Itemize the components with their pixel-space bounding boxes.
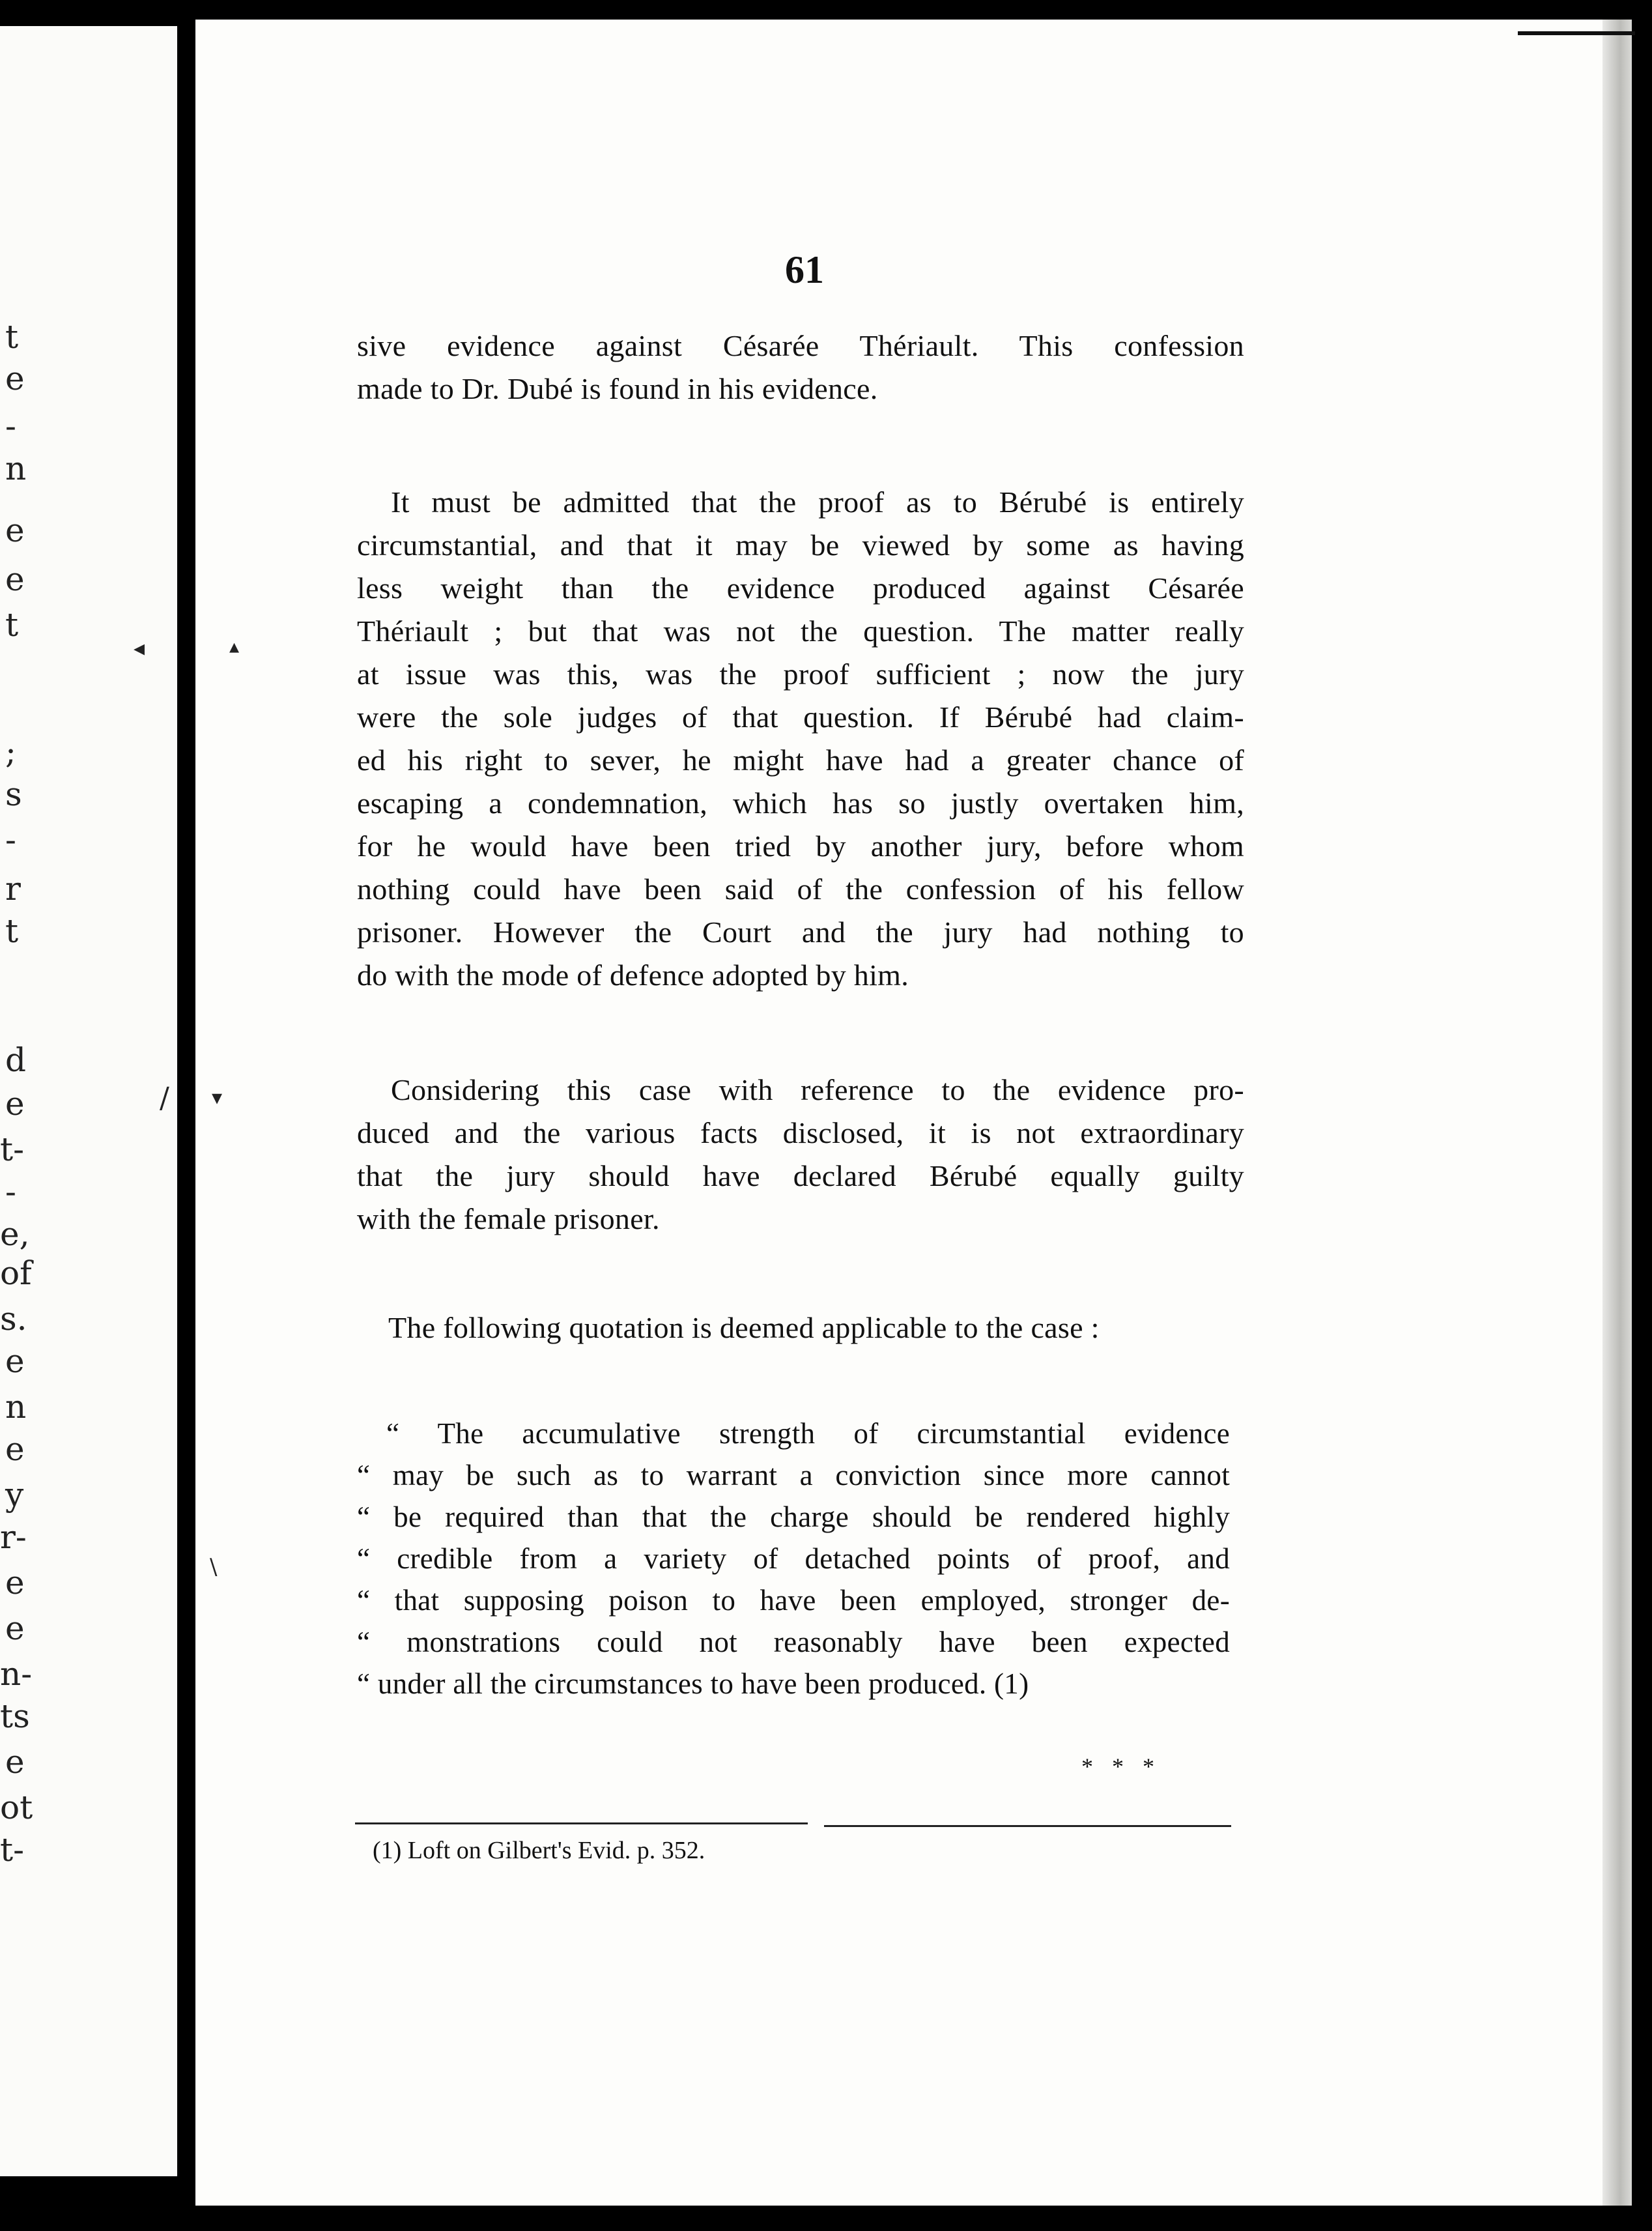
text-line: prisoner. However the Court and the jury had nothing to: [357, 915, 1244, 949]
quote-line: “ may be such as to warrant a conviction since more cannot: [357, 1459, 1230, 1491]
left-page-letter: e,: [0, 1215, 30, 1253]
text-line: at issue was this, was the proof sufficient ; now the jury: [357, 657, 1244, 691]
quote-line: “ that supposing poison to have been employed, stronger de-: [357, 1584, 1230, 1617]
left-page-letter: -: [5, 407, 16, 445]
left-page-letter: n-: [0, 1655, 33, 1693]
left-page-letter: t-: [0, 1831, 24, 1869]
left-page-letter: t-: [0, 1130, 24, 1168]
margin-mark: ▴: [229, 635, 240, 658]
block-quote: [357, 1413, 1230, 1705]
left-page-letter: e: [5, 1743, 25, 1781]
quote-line: “ credible from a variety of detached points of proof, and: [357, 1542, 1230, 1575]
left-page-letter: e: [5, 511, 25, 549]
text-line: The following quotation is deemed applicable to the case :: [388, 1311, 1100, 1344]
left-page-letter: t: [5, 606, 19, 644]
text-line: do with the mode of defence adopted by him.: [357, 958, 909, 992]
margin-mark: ▾: [212, 1085, 223, 1110]
left-page-letter: ;: [5, 733, 16, 771]
margin-mark: \: [210, 1554, 218, 1580]
footnote-rule-left: [355, 1822, 808, 1824]
left-page-letter: e: [5, 1085, 25, 1123]
left-page-letter: e: [5, 1430, 25, 1468]
text-line: for he would have been tried by another jury, before whom: [357, 829, 1244, 863]
previous-page-edge: [0, 26, 177, 2176]
margin-mark: ◂: [134, 635, 145, 661]
paragraph-4: [357, 1306, 1244, 1349]
left-page-letter: r-: [0, 1518, 27, 1556]
left-page-letter: t: [5, 912, 19, 950]
text-line: ed his right to sever, he might have had a greater chance of: [357, 743, 1244, 777]
left-page-letter: e: [5, 1609, 25, 1647]
footnote-rule-right: [824, 1825, 1231, 1827]
left-page-letter: s: [5, 775, 22, 813]
left-page-letter: -: [5, 821, 16, 859]
text-line: were the sole judges of that question. If Bérubé had claim-: [357, 700, 1244, 734]
paragraph-2: [357, 481, 1244, 997]
text-line: that the jury should have declared Bérubé equally guilty: [357, 1159, 1244, 1192]
left-page-letter: e: [5, 560, 25, 598]
text-line: Considering this case with reference to the evidence pro-: [391, 1073, 1244, 1106]
quote-line: “ be required than that the charge should be rendered highly: [357, 1501, 1230, 1533]
text-line: escaping a condemnation, which has so justly overtaken him,: [357, 786, 1244, 820]
quote-line: “ under all the circumstances to have been produced. (1): [357, 1667, 1029, 1700]
text-line: sive evidence against Césarée Thériault. This confession: [357, 329, 1244, 362]
left-page-letter: n: [5, 1388, 27, 1426]
left-page-letter: e: [5, 360, 25, 397]
left-page-letter: ot: [0, 1789, 33, 1826]
left-page-letter: e: [5, 1342, 25, 1380]
paragraph-3: [357, 1069, 1244, 1241]
left-page-letter: d: [5, 1041, 27, 1079]
left-page-letter: r: [5, 870, 21, 908]
left-page-letter: s.: [0, 1300, 27, 1338]
left-page-letter: -: [5, 1173, 16, 1211]
text-line: It must be admitted that the proof as to Bérubé is entirely: [391, 485, 1244, 519]
left-page-letter: n: [5, 450, 27, 487]
text-line: made to Dr. Dubé is found in his evidence.: [357, 372, 878, 405]
paragraph-1: [357, 324, 1244, 410]
margin-mark: /: [160, 1082, 169, 1115]
text-line: duced and the various facts disclosed, it is not extraordinary: [357, 1116, 1244, 1149]
quote-line: “ The accumulative strength of circumstantial evidence: [386, 1417, 1230, 1450]
page-number: 61: [785, 248, 824, 291]
section-stars: * * *: [1081, 1753, 1161, 1779]
text-line: circumstantial, and that it may be viewed by some as having: [357, 528, 1244, 562]
left-page-letter: e: [5, 1564, 25, 1602]
left-page-letter: y: [5, 1476, 24, 1514]
left-page-letter: t: [5, 318, 19, 356]
footnote: (1) Loft on Gilbert's Evid. p. 352.: [373, 1837, 705, 1864]
book-gutter: [177, 13, 197, 2202]
text-line: less weight than the evidence produced against Césarée: [357, 571, 1244, 605]
left-page-letter: ts: [0, 1697, 30, 1735]
text-line: nothing could have been said of the confession of his fellow: [357, 872, 1244, 906]
quote-line: “ monstrations could not reasonably have been expected: [357, 1626, 1230, 1658]
top-edge-line: [1518, 31, 1635, 35]
text-line: with the female prisoner.: [357, 1202, 660, 1235]
text-line: Thériault ; but that was not the question. The matter really: [357, 614, 1244, 648]
page-edge-stack: [1602, 20, 1632, 2206]
left-page-letter: of: [0, 1254, 32, 1292]
